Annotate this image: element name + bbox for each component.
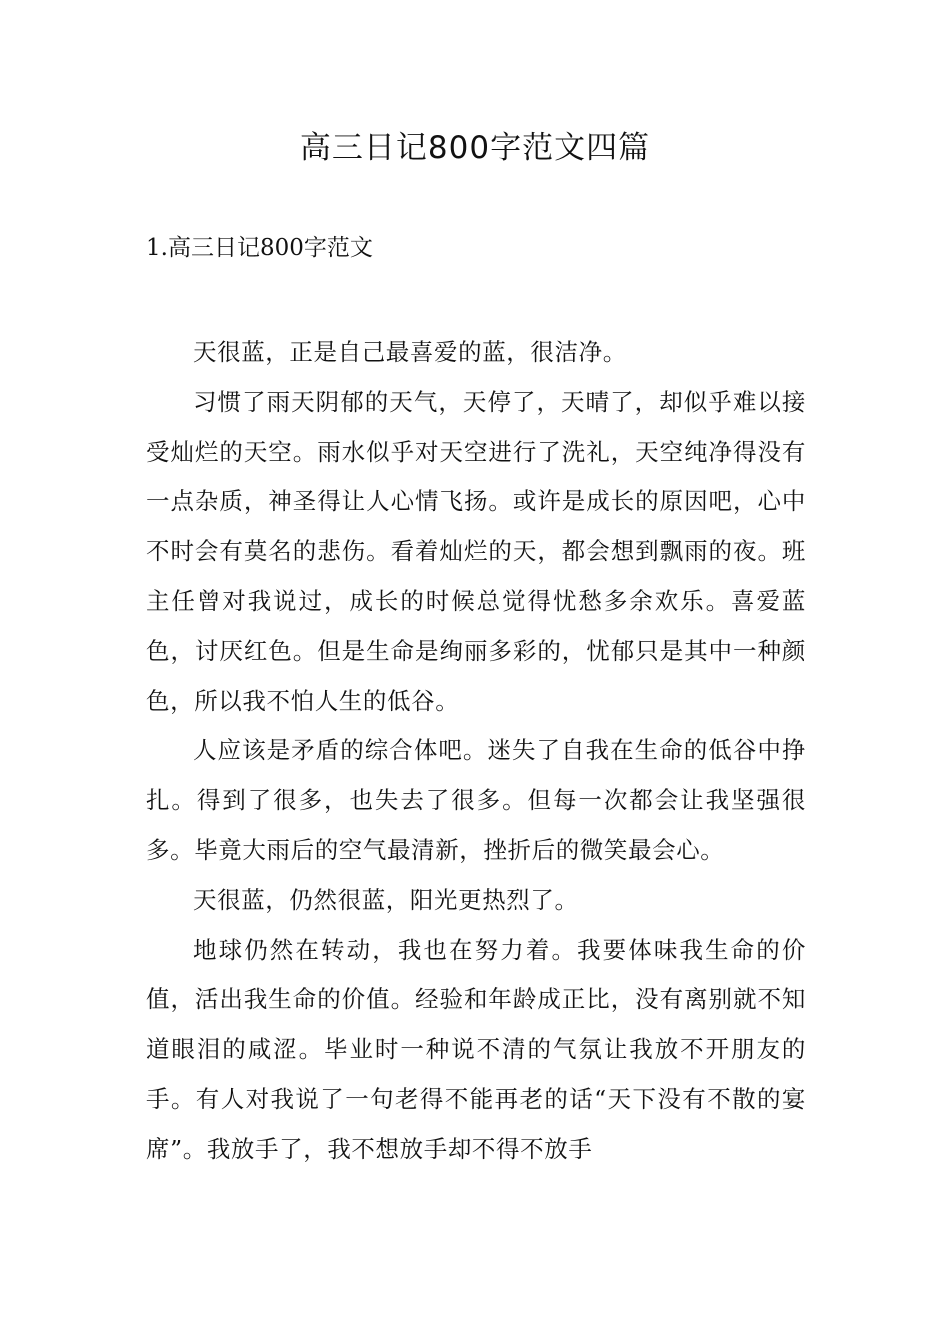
document-title: 高三日记800字范文四篇 <box>299 130 651 166</box>
document-body <box>146 328 806 1175</box>
paragraph: 地球仍然在转动，我也在努力着。我要体味我生命的价值，活出我生命的价值。经验和年龄成正比，没有离别就不知道眼泪的咸涩。毕业时一种说不清的气氛让我放不开朋友的手。有人对我说了一句老得不能再老的话“天下没有不散的宴席”。我放手了，我不想放手却不得不放手 <box>146 935 806 1163</box>
paragraph: 人应该是矛盾的综合体吧。迷失了自我在生命的低谷中挣扎。得到了很多，也失去了很多。但每一次都会让我坚强很多。毕竟大雨后的空气最清新，挫折后的微笑最会心。 <box>146 736 806 864</box>
paragraph: 习惯了雨天阴郁的天气，天停了，天晴了，却似乎难以接受灿烂的天空。雨水似乎对天空进行了洗礼，天空纯净得没有一点杂质，神圣得让人心情飞扬。或许是成长的原因吧，心中不时会有莫名的悲伤。看着灿烂的天，都会想到飘雨的夜。班主任曾对我说过，成长的时候总觉得忧愁多余欢乐。喜爱蓝色，讨厌红色。但是生命是绚丽多彩的，忧郁只是其中一种颜色，所以我不怕人生的低谷。 <box>146 387 806 715</box>
section-heading: 1.高三日记800字范文 <box>146 235 373 261</box>
paragraph: 天很蓝，仍然很蓝，阳光更热烈了。 <box>193 885 579 914</box>
paragraph: 天很蓝，正是自己最喜爱的蓝，很洁净。 <box>193 338 627 366</box>
